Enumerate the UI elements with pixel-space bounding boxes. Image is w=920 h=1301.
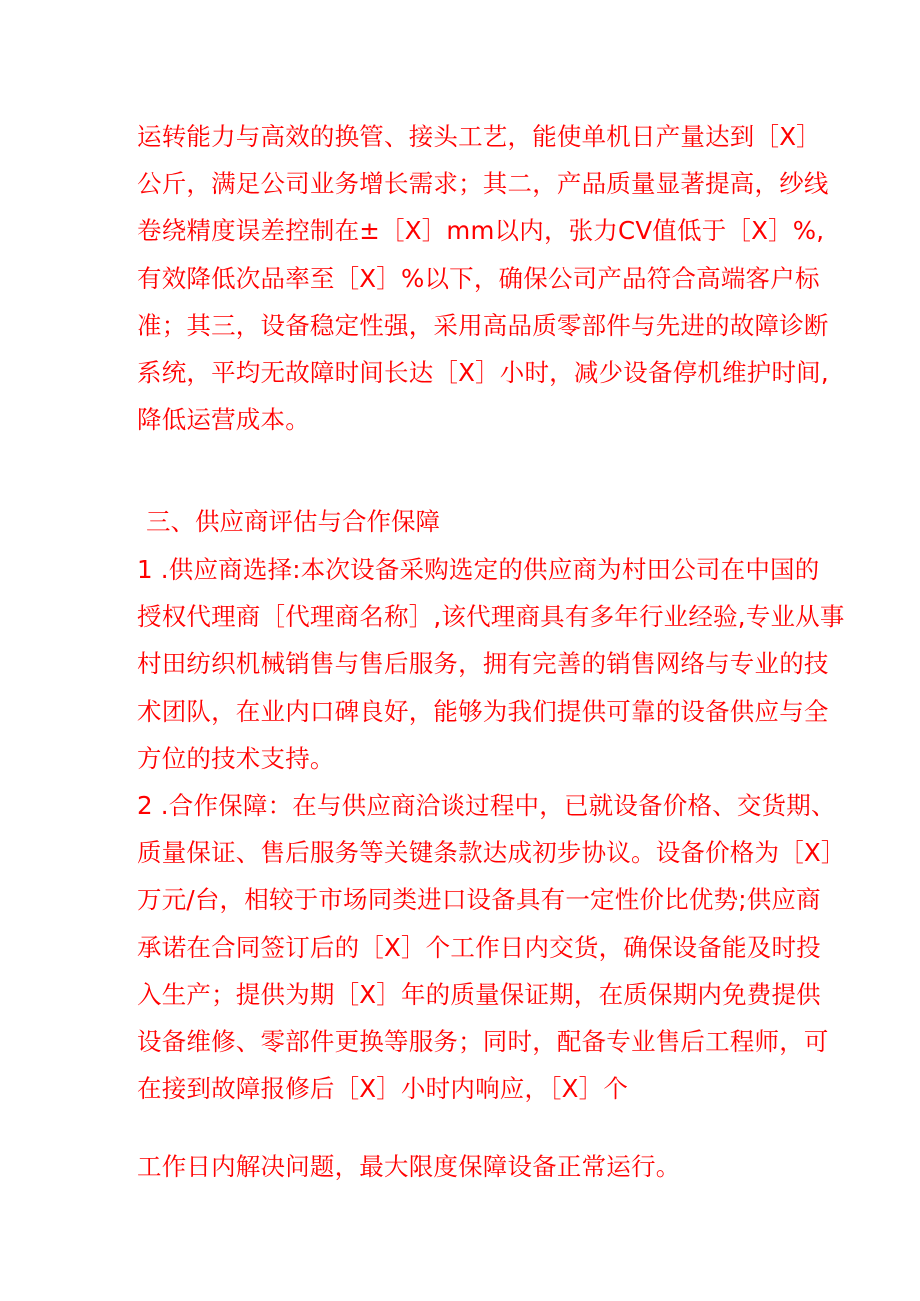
text-line: 授权代理商［代理商名称］,该代理商具有多年行业经验,专业从事	[137, 602, 845, 632]
section-heading: 三、供应商评估与合作保障	[146, 507, 440, 536]
text-line: 村田纺织机械销售与售后服务，拥有完善的销售网络与专业的技	[137, 649, 829, 679]
paragraph-efficiency-quality	[137, 113, 829, 443]
text-line: 质量保证、售后服务等关键条款达成初步协议。设备价格为［X］	[137, 838, 846, 868]
text-line: 运转能力与高效的换管、接头工艺，能使单机日产量达到［X］	[137, 122, 821, 151]
text-line: 2 .合作保障：在与供应商洽谈过程中，已就设备价格、交货期、	[137, 791, 836, 820]
text-line: 万元/台，相较于市场同类进口设备具有一定性价比优势;供应商	[137, 885, 821, 915]
text-line: 有效降低次品率至［X］%以下，确保公司产品符合高端客户标	[137, 263, 820, 293]
text-line: 公斤，满足公司业务增长需求；其二，产品质量显著提高，纱线	[137, 169, 829, 199]
text-line: 工作日内解决问题，最大限度保障设备正常运行。	[137, 1152, 681, 1181]
text-line: 卷绕精度误差控制在±［X］mm以内，张力CV值低于［X］%,	[137, 216, 825, 246]
text-line: 方位的技术支持。	[137, 743, 335, 773]
item-cooperation-guarantee	[137, 782, 846, 1112]
text-line: 1 .供应商选择:本次设备采购选定的供应商为村田公司在中国的	[137, 555, 820, 584]
closing-paragraph	[137, 1143, 807, 1190]
text-line: 术团队，在业内口碑良好，能够为我们提供可靠的设备供应与全	[137, 696, 829, 726]
text-line: 承诺在合同签订后的［X］个工作日内交货，确保设备能及时投	[137, 932, 821, 962]
item-supplier-selection	[137, 546, 845, 782]
text-line: 降低运营成本。	[137, 405, 310, 435]
text-line: 设备维修、零部件更换等服务；同时，配备专业售后工程师，可	[137, 1026, 829, 1056]
text-line: 入生产；提供为期［X］年的质量保证期，在质保期内免费提供	[137, 979, 821, 1009]
text-line: 准；其三，设备稳定性强，采用高品质零部件与先进的故障诊断	[137, 310, 829, 340]
text-line: 系统，平均无故障时间长达［X］小时，减少设备停机维护时间,	[137, 357, 829, 387]
text-line: 在接到故障报修后［X］小时内响应，［X］个	[137, 1074, 629, 1104]
